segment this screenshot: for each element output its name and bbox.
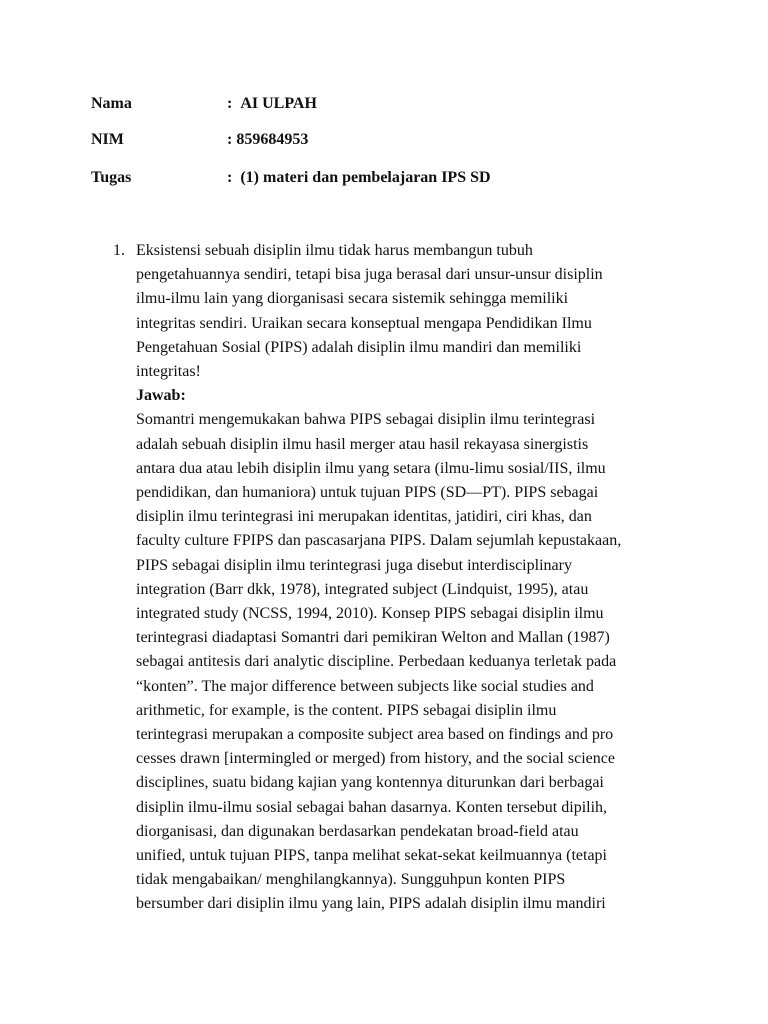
- answer-line: diorganisasi, dan digunakan berdasarkan pendekatan broad-field atau: [136, 822, 579, 840]
- answer-heading: Jawab:: [136, 387, 186, 405]
- info-row-nim: [91, 130, 308, 150]
- answer-line: disiplin ilmu-ilmu sosial sebagai bahan dasarnya. Konten tersebut dipilih,: [136, 798, 608, 816]
- nim-colon: :: [227, 131, 233, 148]
- question-line: pengetahuannya sendiri, tetapi bisa juga berasal dari unsur-unsur disiplin: [136, 266, 603, 284]
- answer-line: disiplin ilmu terintegrasi ini merupakan identitas, jatidiri, ciri khas, dan: [136, 508, 592, 526]
- tugas-colon: :: [227, 169, 233, 186]
- info-row-nama: [91, 94, 317, 114]
- answer-line: terintegrasi diadaptasi Somantri dari pemikiran Welton and Mallan (1987): [136, 629, 610, 647]
- nama-label: Nama: [91, 95, 132, 112]
- answer-line: sebagai antitesis dari analytic discipline. Perbedaan keduanya terletak pada: [136, 653, 617, 671]
- answer-line: terintegrasi merupakan a composite subject area based on findings and pro: [136, 726, 614, 744]
- question-number: 1.: [113, 242, 125, 259]
- tugas-value: (1) materi dan pembelajaran IPS SD: [240, 169, 491, 186]
- answer-line: pendidikan, dan humaniora) untuk tujuan PIPS (SD—PT). PIPS sebagai: [136, 484, 599, 502]
- answer-line: integrated study (NCSS, 1994, 2010). Konsep PIPS sebagai disiplin ilmu: [136, 605, 604, 623]
- tugas-label: Tugas: [91, 169, 132, 186]
- answer-line: “konten”. The major difference between subjects like social studies and: [136, 677, 594, 695]
- answer-line: Somantri mengemukakan bahwa PIPS sebagai disiplin ilmu terintegrasi: [136, 411, 596, 429]
- nim-label: NIM: [91, 131, 124, 148]
- nama-value: AI ULPAH: [240, 95, 317, 112]
- question-line: Pengetahuan Sosial (PIPS) adalah disiplin ilmu mandiri dan memiliki: [136, 338, 582, 356]
- answer-line: cesses drawn [intermingled or merged) from history, and the social science: [136, 750, 615, 768]
- info-row-tugas: [91, 168, 491, 188]
- answer-line: faculty culture FPIPS dan pascasarjana PIPS. Dalam sejumlah kepustakaan,: [136, 532, 622, 550]
- question-line: integritas sendiri. Uraikan secara konseptual mengapa Pendidikan Ilmu: [136, 314, 592, 332]
- answer-line: tidak mengabaikan/ menghilangkannya). Sungguhpun konten PIPS: [136, 871, 566, 889]
- answer-line: unified, untuk tujuan PIPS, tanpa melihat sekat-sekat keilmuannya (tetapi: [136, 847, 607, 865]
- question-body: [136, 239, 676, 917]
- answer-line: arithmetic, for example, is the content. PIPS sebagai disiplin ilmu: [136, 701, 557, 719]
- answer-line: adalah sebuah disiplin ilmu hasil merger atau hasil rekayasa sinergistis: [136, 435, 589, 453]
- nama-colon: :: [227, 95, 233, 112]
- answer-line: bersumber dari disiplin ilmu yang lain, PIPS adalah disiplin ilmu mandiri: [136, 895, 606, 913]
- answer-line: PIPS sebagai disiplin ilmu terintegrasi juga disebut interdisciplinary: [136, 556, 572, 574]
- answer-line: integration (Barr dkk, 1978), integrated subject (Lindquist, 1995), atau: [136, 580, 589, 598]
- question-line: ilmu-ilmu lain yang diorganisasi secara sistemik sehingga memiliki: [136, 290, 569, 308]
- question-line: Eksistensi sebuah disiplin ilmu tidak harus membangun tubuh: [136, 242, 533, 259]
- answer-line: disciplines, suatu bidang kajian yang kontennya diturunkan dari berbagai: [136, 774, 604, 792]
- answer-line: antara dua atau lebih disiplin ilmu yang setara (ilmu-limu sosial/IIS, ilmu: [136, 459, 606, 477]
- nim-value: 859684953: [236, 131, 309, 148]
- question-line: integritas!: [136, 363, 201, 381]
